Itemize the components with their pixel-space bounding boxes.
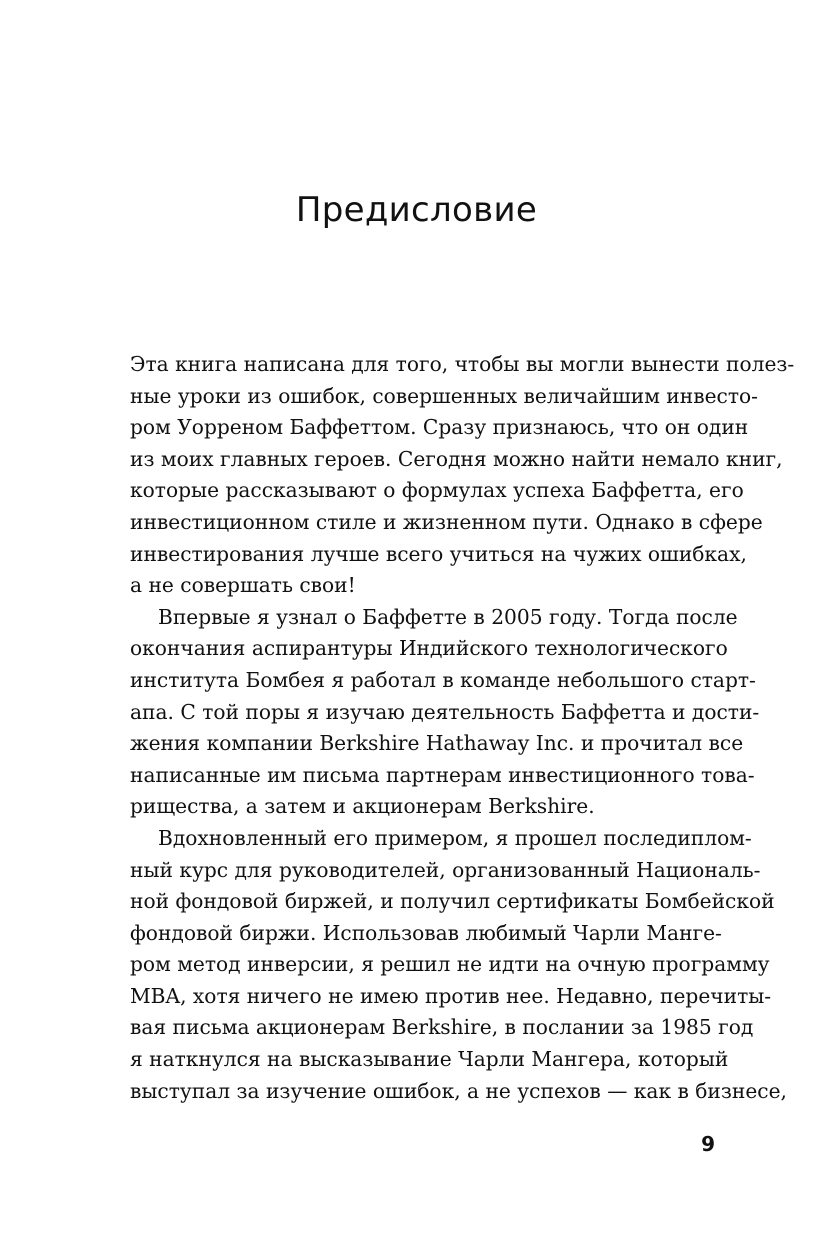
text-line: вая письма акционерам Berkshire, в послании за 1985 год (130, 1015, 754, 1040)
text-line: ной фондовой биржей, и получил сертификаты Бомбейской (130, 889, 775, 914)
text-line: ром метод инверсии, я решил не идти на очную программу (130, 952, 770, 977)
text-line: из моих главных героев. Сегодня можно найти немало книг, (130, 446, 783, 471)
text-line: Эта книга написана для того, чтобы вы могли вынести полез- (130, 352, 795, 376)
text-line: а не совершать свои! (130, 573, 356, 598)
text-line: написанные им письма партнерам инвестиционного това- (130, 762, 755, 787)
text-line: инвестирования лучше всего учиться на чужих ошибках, (130, 541, 747, 566)
text-line: ный курс для руководителей, организованный Националь- (130, 857, 761, 882)
text-line: Впервые я узнал о Баффетте в 2005 году. Тогда после (158, 604, 738, 629)
text-line: жения компании Berkshire Hathaway Inc. и прочитал все (130, 731, 744, 756)
text-line: рищества, а затем и акционерам Berkshire. (130, 794, 595, 819)
text-line: которые рассказывают о формулах успеха Баффетта, его (130, 478, 744, 503)
text-line: института Бомбея я работал в команде небольшого старт- (130, 667, 756, 692)
text-line: ные уроки из ошибок, совершенных величайшим инвесто- (130, 383, 758, 408)
text-line: MBA, хотя ничего не имею против нее. Недавно, перечиты- (130, 983, 772, 1008)
body-text (130, 349, 795, 1107)
text-line: выступал за изучение ошибок, а не успехов — как в бизнесе, (130, 1078, 787, 1103)
text-line: ром Уорреном Баффеттом. Сразу признаюсь, что он один (130, 415, 749, 440)
text-line: Вдохновленный его примером, я прошел последиплом- (158, 825, 752, 850)
text-line: фондовой биржи. Использовав любимый Чарли Мангe- (130, 920, 722, 945)
text-line: инвестиционном стиле и жизненном пути. Однако в сфере (130, 509, 763, 534)
text-line: я наткнулся на высказывание Чарли Мангера, который (130, 1047, 729, 1072)
page-number: 9 (701, 1132, 715, 1156)
paragraph (130, 823, 787, 1107)
paragraph (130, 602, 760, 823)
text-line: окончания аспирантуры Индийского технологического (130, 636, 728, 661)
chapter-title: Предисловие (295, 190, 538, 230)
text-line: апа. С той поры я изучаю деятельность Баффетта и дости- (130, 699, 760, 724)
paragraph (130, 349, 795, 602)
